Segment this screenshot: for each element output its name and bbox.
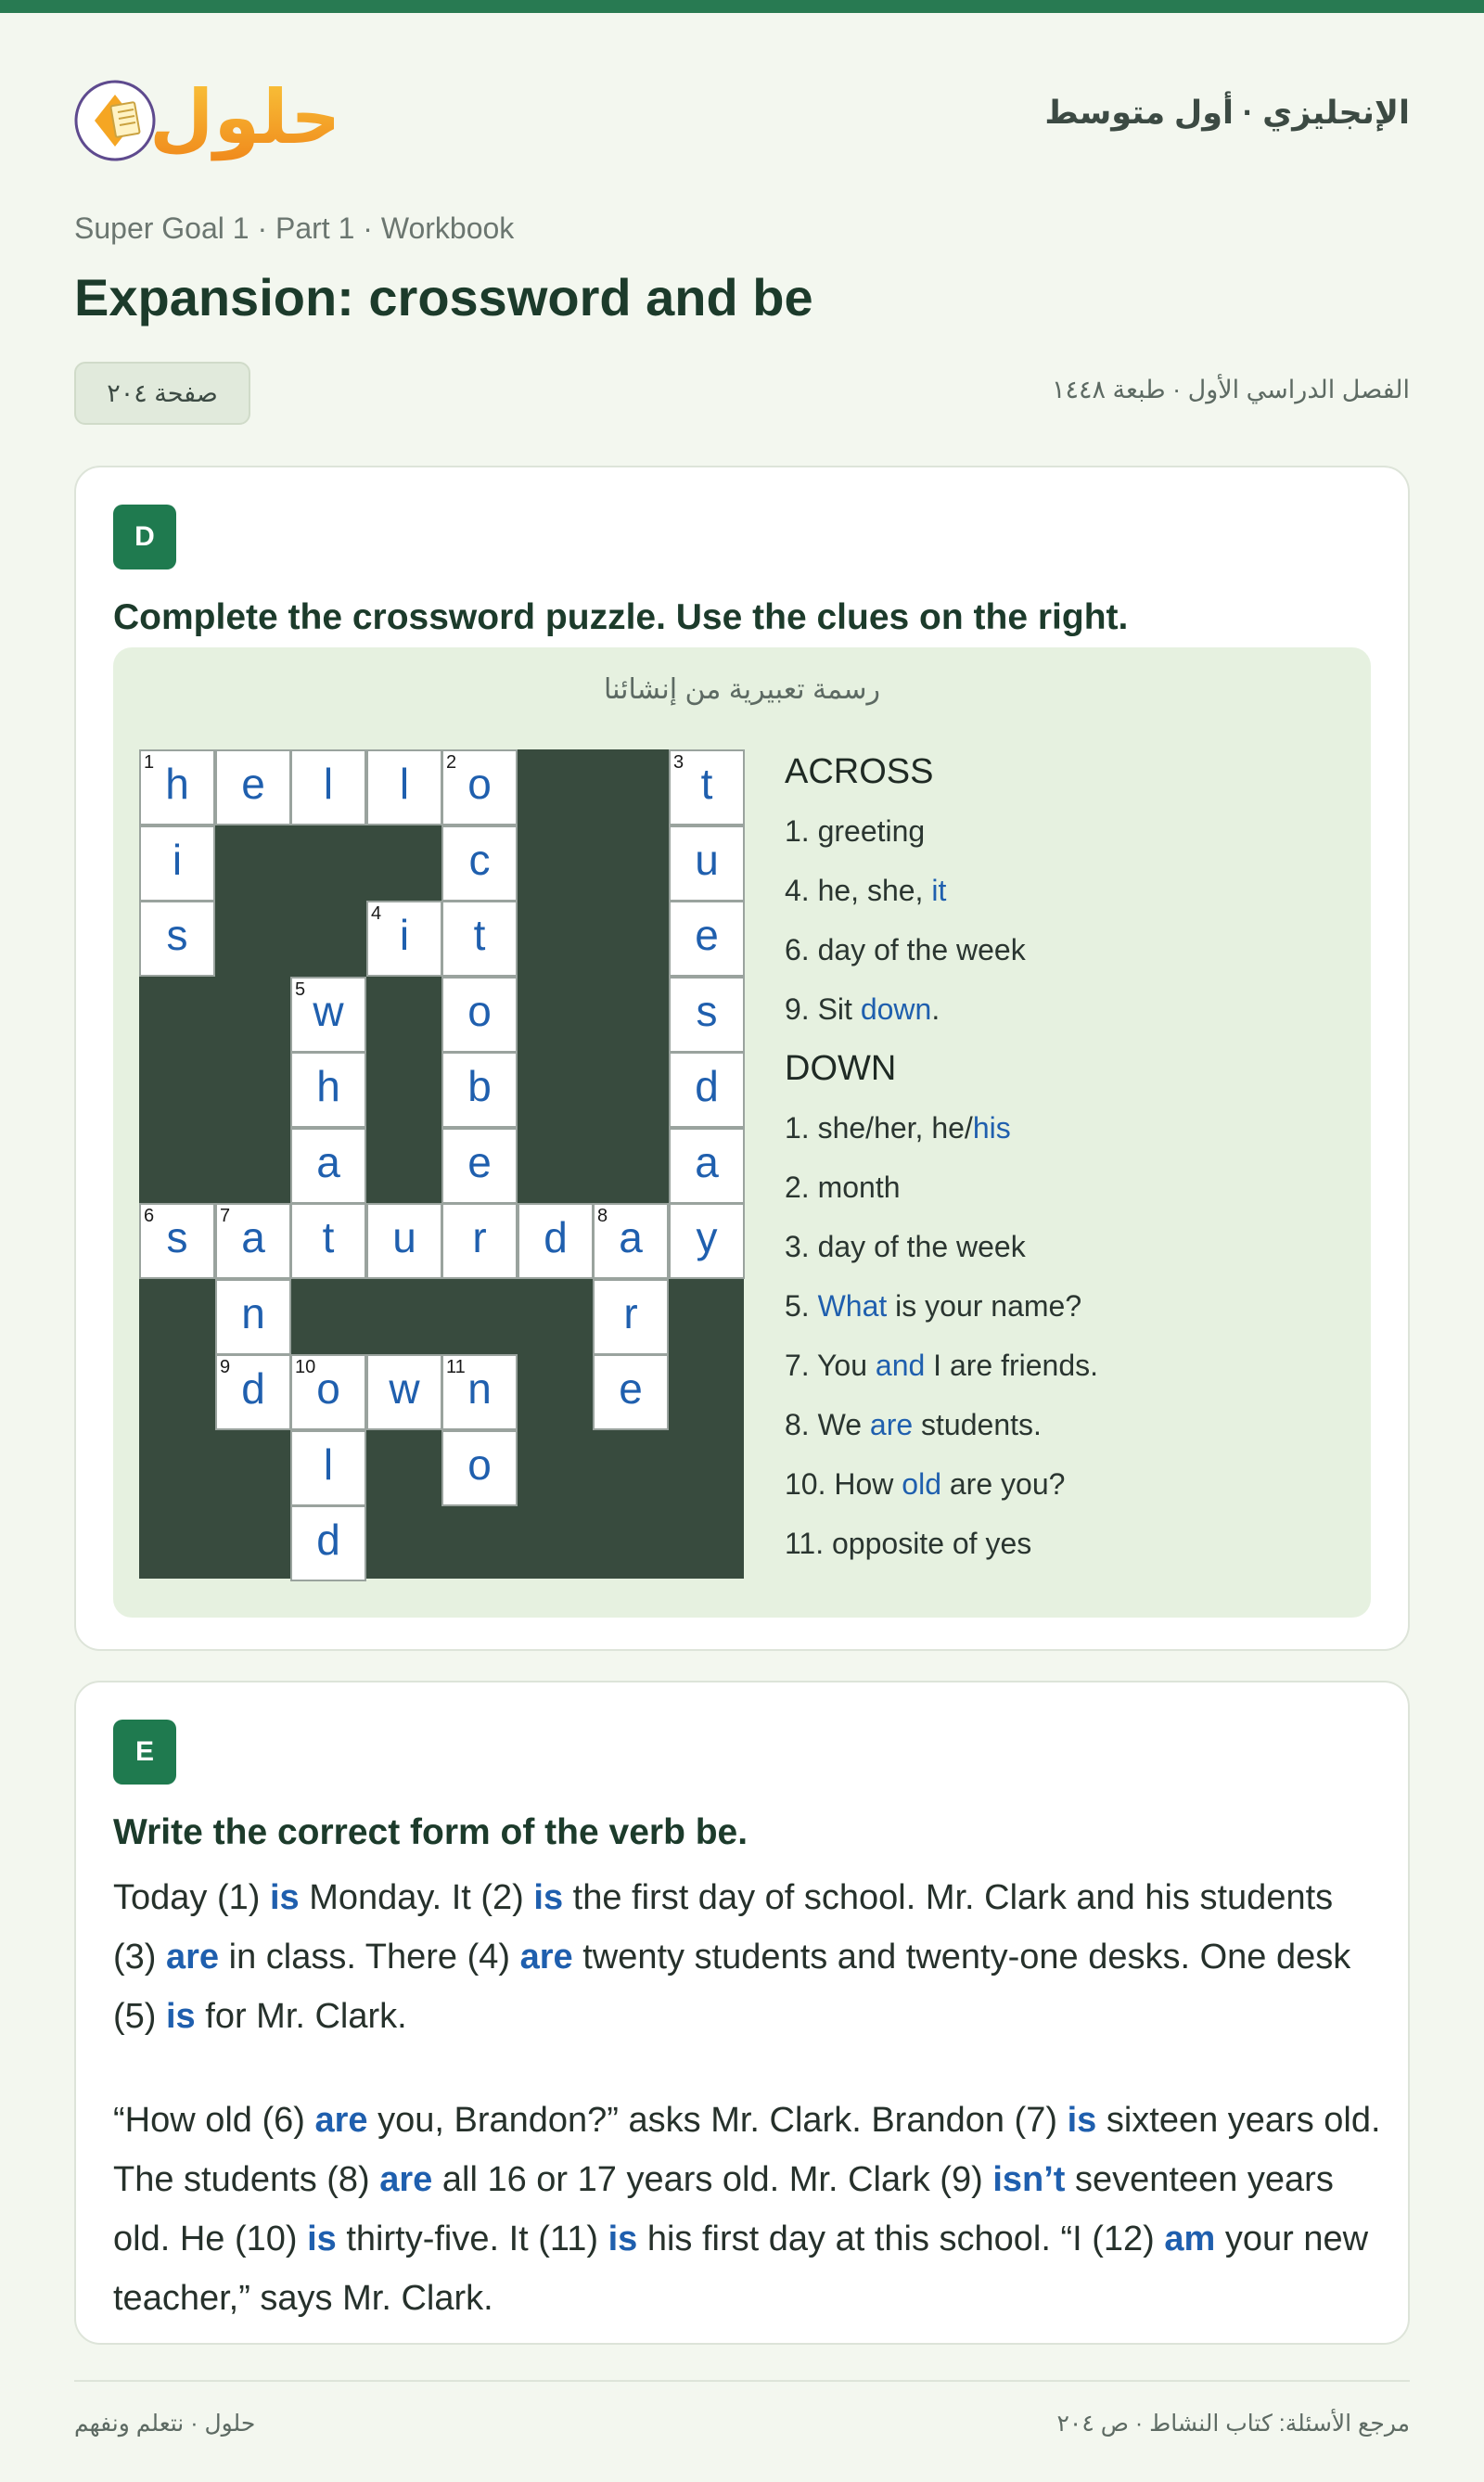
cell-letter: i [172, 836, 183, 884]
cell-letter: a [241, 1213, 265, 1261]
across-clue [785, 979, 1341, 1039]
crossword-grid [139, 749, 744, 1579]
down-clue [785, 1098, 1341, 1158]
clue-answer: are [869, 1408, 914, 1441]
cell-letter: d [544, 1213, 568, 1261]
filled-verb: are [166, 1938, 220, 1977]
edition-info: الفصل الدراسي الأول · طبعة ١٤٤٨ [1051, 376, 1410, 403]
crossword-clues [785, 742, 1341, 1573]
cell-letter: i [399, 911, 410, 959]
crossword-cell[interactable] [139, 825, 215, 902]
crossword-cell[interactable] [669, 1128, 745, 1204]
cell-letter: d [695, 1062, 719, 1110]
cell-letter: d [316, 1516, 340, 1564]
crossword-cell[interactable] [441, 749, 518, 825]
cell-letter: o [467, 987, 492, 1035]
filled-verb: are [314, 2101, 368, 2140]
cell-letter: t [322, 1213, 335, 1261]
clue-text: 7. You [785, 1349, 876, 1382]
clue-text: 8. We [785, 1408, 870, 1441]
clue-text: is your name? [887, 1289, 1082, 1323]
clue-text: . [931, 992, 940, 1026]
filled-verb: is [1067, 2101, 1097, 2140]
exercise-letter-d: D [113, 505, 176, 569]
clue-text: are you? [940, 1467, 1066, 1501]
cell-letter: e [619, 1364, 643, 1413]
crossword-cell[interactable] [669, 1203, 745, 1279]
cell-letter: s [166, 1213, 188, 1261]
clue-text: I are friends. [925, 1349, 1099, 1382]
crossword-cell[interactable] [593, 1279, 669, 1355]
cell-letter: r [623, 1289, 638, 1337]
breadcrumb: Super Goal 1 · Part 1 · Workbook [74, 211, 515, 245]
crossword-cell[interactable] [669, 1052, 745, 1128]
exercise-e-card [74, 1681, 1410, 2345]
crossword-cell[interactable] [139, 901, 215, 977]
cell-number: 11 [446, 1357, 466, 1377]
subject-grade-title: الإنجليزي · أول متوسط [1044, 95, 1410, 131]
cell-letter: n [467, 1364, 492, 1413]
clue-text: 3. day of the week [785, 1230, 1026, 1263]
paragraph-text: sixteen years old. The students (8) [113, 2101, 1381, 2199]
clue-text: 6. day of the week [785, 933, 1026, 966]
cell-letter: a [619, 1213, 643, 1261]
cell-letter: e [241, 760, 265, 808]
crossword-cell[interactable] [290, 749, 366, 825]
across-clue [785, 920, 1341, 979]
clue-text: students. [913, 1408, 1042, 1441]
crossword-cell[interactable] [290, 1203, 366, 1279]
crossword-cell[interactable] [290, 977, 366, 1053]
crossword-cell[interactable] [215, 1279, 291, 1355]
top-accent-bar [0, 0, 1484, 13]
across-clue-list [785, 801, 1341, 1039]
cell-letter: s [166, 911, 188, 959]
cell-letter: n [241, 1289, 265, 1337]
crossword-cell[interactable] [139, 1203, 215, 1279]
crossword-cell[interactable] [441, 825, 518, 902]
filled-verb: is [533, 1878, 564, 1917]
crossword-cell[interactable] [669, 825, 745, 902]
crossword-cell[interactable] [441, 1052, 518, 1128]
cell-letter: y [696, 1213, 718, 1261]
crossword-cell[interactable] [441, 977, 518, 1053]
down-clue [785, 1454, 1341, 1514]
cell-number: 1 [144, 752, 155, 773]
cell-number: 8 [597, 1206, 608, 1226]
crossword-cell[interactable] [593, 1203, 669, 1279]
crossword-cell[interactable] [290, 1052, 366, 1128]
clue-answer: his [972, 1111, 1011, 1145]
down-clue [785, 1395, 1341, 1454]
cell-letter: u [392, 1213, 416, 1261]
paragraph-text: thirty-five. It (11) [336, 2220, 608, 2258]
cell-letter: t [473, 911, 486, 959]
down-clue [785, 1217, 1341, 1276]
crossword-cell[interactable] [290, 1128, 366, 1204]
down-clue [785, 1158, 1341, 1217]
paragraph-text: twenty students and twenty-one desks. One desk (5) [113, 1938, 1351, 2036]
filled-verb: is [307, 2220, 337, 2258]
paragraph-text: all 16 or 17 years old. Mr. Clark (9) [432, 2160, 993, 2199]
crossword-cell[interactable] [290, 1505, 366, 1581]
page-title: Expansion: crossword and be [74, 268, 813, 326]
across-clue [785, 861, 1341, 920]
crossword-cell[interactable] [366, 1203, 442, 1279]
paragraph-text: for Mr. Clark. [195, 1997, 407, 2036]
cell-number: 7 [220, 1206, 231, 1226]
down-heading: DOWN [785, 1049, 897, 1088]
crossword-cell[interactable] [366, 1354, 442, 1430]
hulul-logo[interactable] [74, 61, 334, 163]
cell-letter: e [467, 1138, 492, 1186]
cell-letter: l [323, 760, 334, 808]
clue-text: 4. he, she, [785, 874, 932, 907]
clue-text: 11. opposite of yes [785, 1527, 1032, 1560]
cell-number: 9 [220, 1357, 231, 1377]
clue-answer: and [875, 1349, 926, 1382]
crossword-cell[interactable] [669, 749, 745, 825]
clue-text: 5. [785, 1289, 818, 1323]
paragraph-text: you, Brandon?” asks Mr. Clark. Brandon (7) [367, 2101, 1068, 2140]
across-clue [785, 801, 1341, 861]
logo-icon [74, 61, 334, 163]
crossword-cell[interactable] [441, 1203, 518, 1279]
crossword-cell[interactable] [215, 749, 291, 825]
crossword-cell[interactable] [593, 1354, 669, 1430]
cell-letter: o [467, 760, 492, 808]
cell-letter: l [399, 760, 410, 808]
cell-letter: b [467, 1062, 492, 1110]
crossword-cell[interactable] [215, 1354, 291, 1430]
cell-letter: h [316, 1062, 340, 1110]
cell-letter: r [472, 1213, 487, 1261]
clue-answer: old [902, 1467, 941, 1501]
crossword-cell[interactable] [669, 901, 745, 977]
cell-letter: o [467, 1440, 492, 1489]
cell-number: 6 [144, 1206, 155, 1226]
clue-text: 9. Sit [785, 992, 861, 1026]
paragraph-text: his first day at this school. “I (12) [637, 2220, 1165, 2258]
cell-letter: o [316, 1364, 340, 1413]
cell-letter: t [700, 760, 713, 808]
paragraph-text: in class. There (4) [219, 1938, 520, 1977]
exercise-letter-e: E [113, 1720, 176, 1785]
cell-number: 3 [673, 752, 684, 773]
footer-reference: مرجع الأسئلة: كتاب النشاط · ص ٢٠٤ [1056, 2411, 1410, 2437]
clue-answer: down [860, 992, 932, 1026]
crossword-cell[interactable] [366, 749, 442, 825]
crossword-cell[interactable] [441, 1354, 518, 1430]
paragraph-2 [113, 2091, 1384, 2328]
crossword-cell[interactable] [366, 901, 442, 977]
crossword-cell[interactable] [290, 1430, 366, 1506]
exercise-d-instruction: Complete the crossword puzzle. Use the clues on the right. [113, 597, 1129, 637]
page-number-badge: صفحة ٢٠٤ [74, 362, 250, 425]
paragraph-text: seventeen years old. He (10) [113, 2160, 1334, 2258]
filled-verb: are [519, 1938, 573, 1977]
cell-letter: l [323, 1440, 334, 1489]
clue-text: 1. greeting [785, 814, 926, 848]
clue-text: 2. month [785, 1171, 901, 1204]
cell-number: 10 [295, 1357, 316, 1377]
cell-number: 2 [446, 752, 457, 773]
cell-letter: h [165, 760, 189, 808]
crossword-cell[interactable] [441, 1128, 518, 1204]
cell-letter: u [695, 836, 719, 884]
clue-answer: it [931, 874, 947, 907]
exercise-e-instruction: Write the correct form of the verb be. [113, 1812, 748, 1852]
filled-verb: isn’t [992, 2160, 1066, 2199]
down-clue [785, 1276, 1341, 1336]
crossword-cell[interactable] [139, 749, 215, 825]
down-clue-list [785, 1098, 1341, 1573]
footer-tagline: حلول · نتعلم ونفهم [74, 2411, 256, 2437]
cell-letter: e [695, 911, 719, 959]
cell-letter: a [316, 1138, 340, 1186]
paragraph-text: Today (1) [113, 1878, 270, 1917]
clue-answer: What [817, 1289, 888, 1323]
cell-number: 5 [295, 979, 306, 1000]
paragraph-text: your new teacher,” says Mr. Clark. [113, 2220, 1369, 2318]
down-clue [785, 1336, 1341, 1395]
crossword-cell[interactable] [441, 1430, 518, 1506]
filled-verb: am [1164, 2220, 1216, 2258]
crossword-cell[interactable] [290, 1354, 366, 1430]
down-clue [785, 1514, 1341, 1573]
crossword-cell[interactable] [215, 1203, 291, 1279]
crossword-cell[interactable] [669, 977, 745, 1053]
exercise-d-card [74, 466, 1410, 1651]
filled-verb: are [379, 2160, 433, 2199]
paragraph-text: Monday. It (2) [299, 1878, 534, 1917]
cell-letter: w [313, 987, 344, 1035]
filled-verb: is [269, 1878, 300, 1917]
cell-letter: w [389, 1364, 420, 1413]
cell-letter: a [695, 1138, 719, 1186]
cell-letter: d [241, 1364, 265, 1413]
clue-text: 1. she/her, he/ [785, 1111, 973, 1145]
clue-text: 10. How [785, 1467, 902, 1501]
cell-letter: s [696, 987, 718, 1035]
paragraph-1 [113, 1868, 1384, 2046]
crossword-figure [113, 647, 1371, 1618]
page-header [74, 56, 1410, 167]
across-heading: ACROSS [785, 752, 934, 791]
crossword-cell[interactable] [518, 1203, 594, 1279]
paragraph-text: “How old (6) [113, 2101, 315, 2140]
cell-letter: c [468, 836, 491, 884]
crossword-cell[interactable] [441, 901, 518, 977]
footer-divider [74, 2380, 1410, 2382]
figure-caption: رسمة تعبيرية من إنشائنا [603, 674, 880, 705]
filled-verb: is [608, 2220, 638, 2258]
filled-verb: is [166, 1997, 196, 2036]
logo-wordmark: حلول [149, 74, 334, 160]
paragraph-text: the first day of school. Mr. Clark and his students (3) [113, 1878, 1334, 1977]
cell-number: 4 [371, 903, 382, 924]
